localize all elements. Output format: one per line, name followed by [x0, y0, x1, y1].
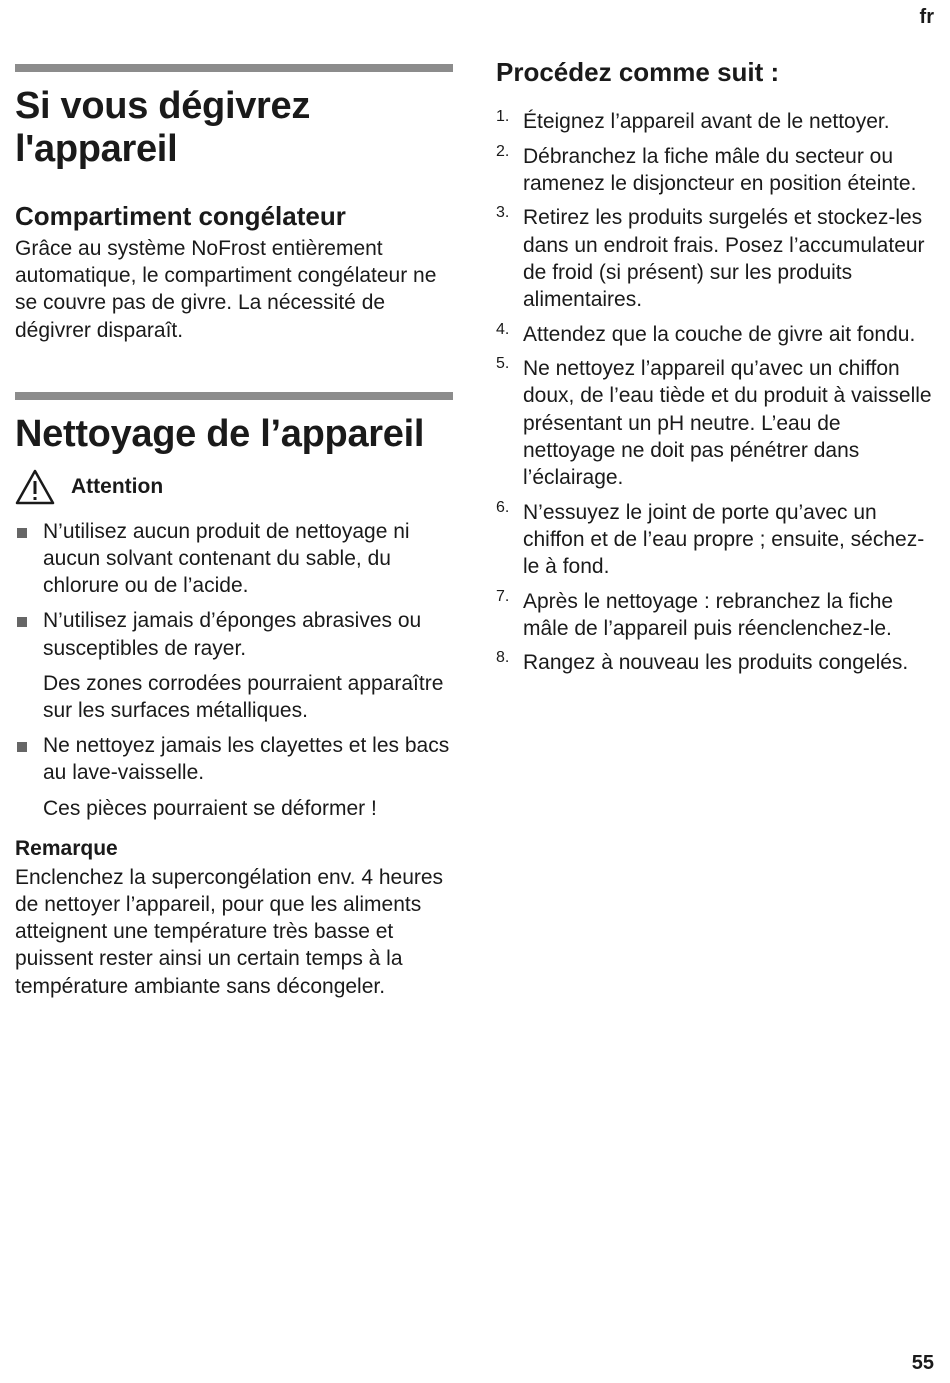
- list-item: [15, 518, 453, 600]
- step-text: Ne nettoyez l’appareil qu’avec un chiffon doux, de l’eau tiède et du produit à vaisselle présentant un pH neutre. L’eau de nettoyage ne doit pas pénétrer dans l’éclairage.: [523, 357, 932, 489]
- step-text: Attendez que la couche de givre ait fondu.: [523, 322, 916, 346]
- step-number: 2.: [496, 142, 510, 160]
- step-text: Après le nettoyage : rebranchez la fiche mâle de l’appareil puis réenclenchez-le.: [523, 589, 894, 640]
- bullet-text: Ne nettoyez jamais les clayettes et les bacs au lave-vaisselle.: [43, 734, 450, 785]
- bullet-note: Ces pièces pourraient se déformer !: [43, 796, 377, 820]
- list-item: [496, 499, 936, 581]
- list-item: [496, 321, 936, 348]
- procedure-steps-list: [496, 108, 936, 677]
- nofrost-paragraph: Grâce au système NoFrost entièrement automatique, le compartiment congélateur ne se couvre pas de givre. La nécessité de dégivrer disparaît.: [15, 237, 437, 342]
- section-divider: [15, 392, 453, 400]
- step-number: 3.: [496, 204, 510, 222]
- bullet-square-icon: [17, 617, 27, 627]
- step-number: 6.: [496, 498, 510, 516]
- subsection-title-freezer: Compartiment congélateur: [15, 201, 346, 231]
- bullet-square-icon: [17, 528, 27, 538]
- step-text: Retirez les produits surgelés et stockez-les dans un endroit frais. Posez l’accumulateur de froid (si présent) sur les produits alimentaires.: [523, 206, 925, 311]
- list-item: [15, 732, 453, 822]
- list-item: [496, 649, 936, 676]
- bullet-text: N’utilisez jamais d’éponges abrasives ou susceptibles de rayer.: [43, 609, 422, 660]
- section-divider: [15, 64, 453, 72]
- list-item: [496, 588, 936, 642]
- language-tag: fr: [919, 6, 934, 28]
- attention-label: Attention: [71, 474, 164, 498]
- list-item: [496, 355, 936, 491]
- bullet-text: N’utilisez aucun produit de nettoyage ni aucun solvant contenant du sable, du chlorure ou de l’acide.: [43, 519, 410, 598]
- step-number: 5.: [496, 355, 510, 373]
- page-number: 55: [911, 1352, 934, 1374]
- warning-triangle-icon: [15, 469, 55, 505]
- list-item: [496, 108, 936, 135]
- step-text: Éteignez l’appareil avant de le nettoyer.: [523, 110, 890, 133]
- step-number: 1.: [496, 108, 510, 125]
- list-item: [15, 607, 453, 724]
- left-column: [15, 64, 453, 1000]
- step-number: 8.: [496, 649, 510, 667]
- step-text: N’essuyez le joint de porte qu’avec un chiffon et de l’eau propre ; ensuite, séchez-le à fond.: [523, 500, 925, 578]
- step-text: Débranchez la fiche mâle du secteur ou ramenez le disjoncteur en position éteinte.: [523, 144, 917, 195]
- list-item: [496, 204, 936, 313]
- right-column: [496, 56, 936, 684]
- section-title-defrost: Si vous dégivrez l'appareil: [15, 85, 311, 170]
- step-number: 7.: [496, 587, 510, 605]
- procedure-heading: Procédez comme suit :: [496, 57, 780, 87]
- section-title-cleaning: Nettoyage de l’appareil: [15, 412, 425, 455]
- step-text: Rangez à nouveau les produits congelés.: [523, 651, 909, 675]
- attention-block: [15, 469, 453, 505]
- bullet-note: Des zones corrodées pourraient apparaître sur les surfaces métalliques.: [43, 671, 444, 723]
- remark-paragraph: Enclenchez la supercongélation env. 4 heures de nettoyer l’appareil, pour que les aliments atteignent une température très basse et puissent rester ainsi un certain temps à la température ambiante sans décongeler.: [15, 865, 444, 998]
- step-number: 4.: [496, 320, 510, 338]
- bullet-square-icon: [17, 742, 27, 752]
- list-item: [496, 143, 936, 197]
- remark-heading: Remarque: [15, 836, 118, 860]
- cleaning-warnings-list: [15, 518, 453, 822]
